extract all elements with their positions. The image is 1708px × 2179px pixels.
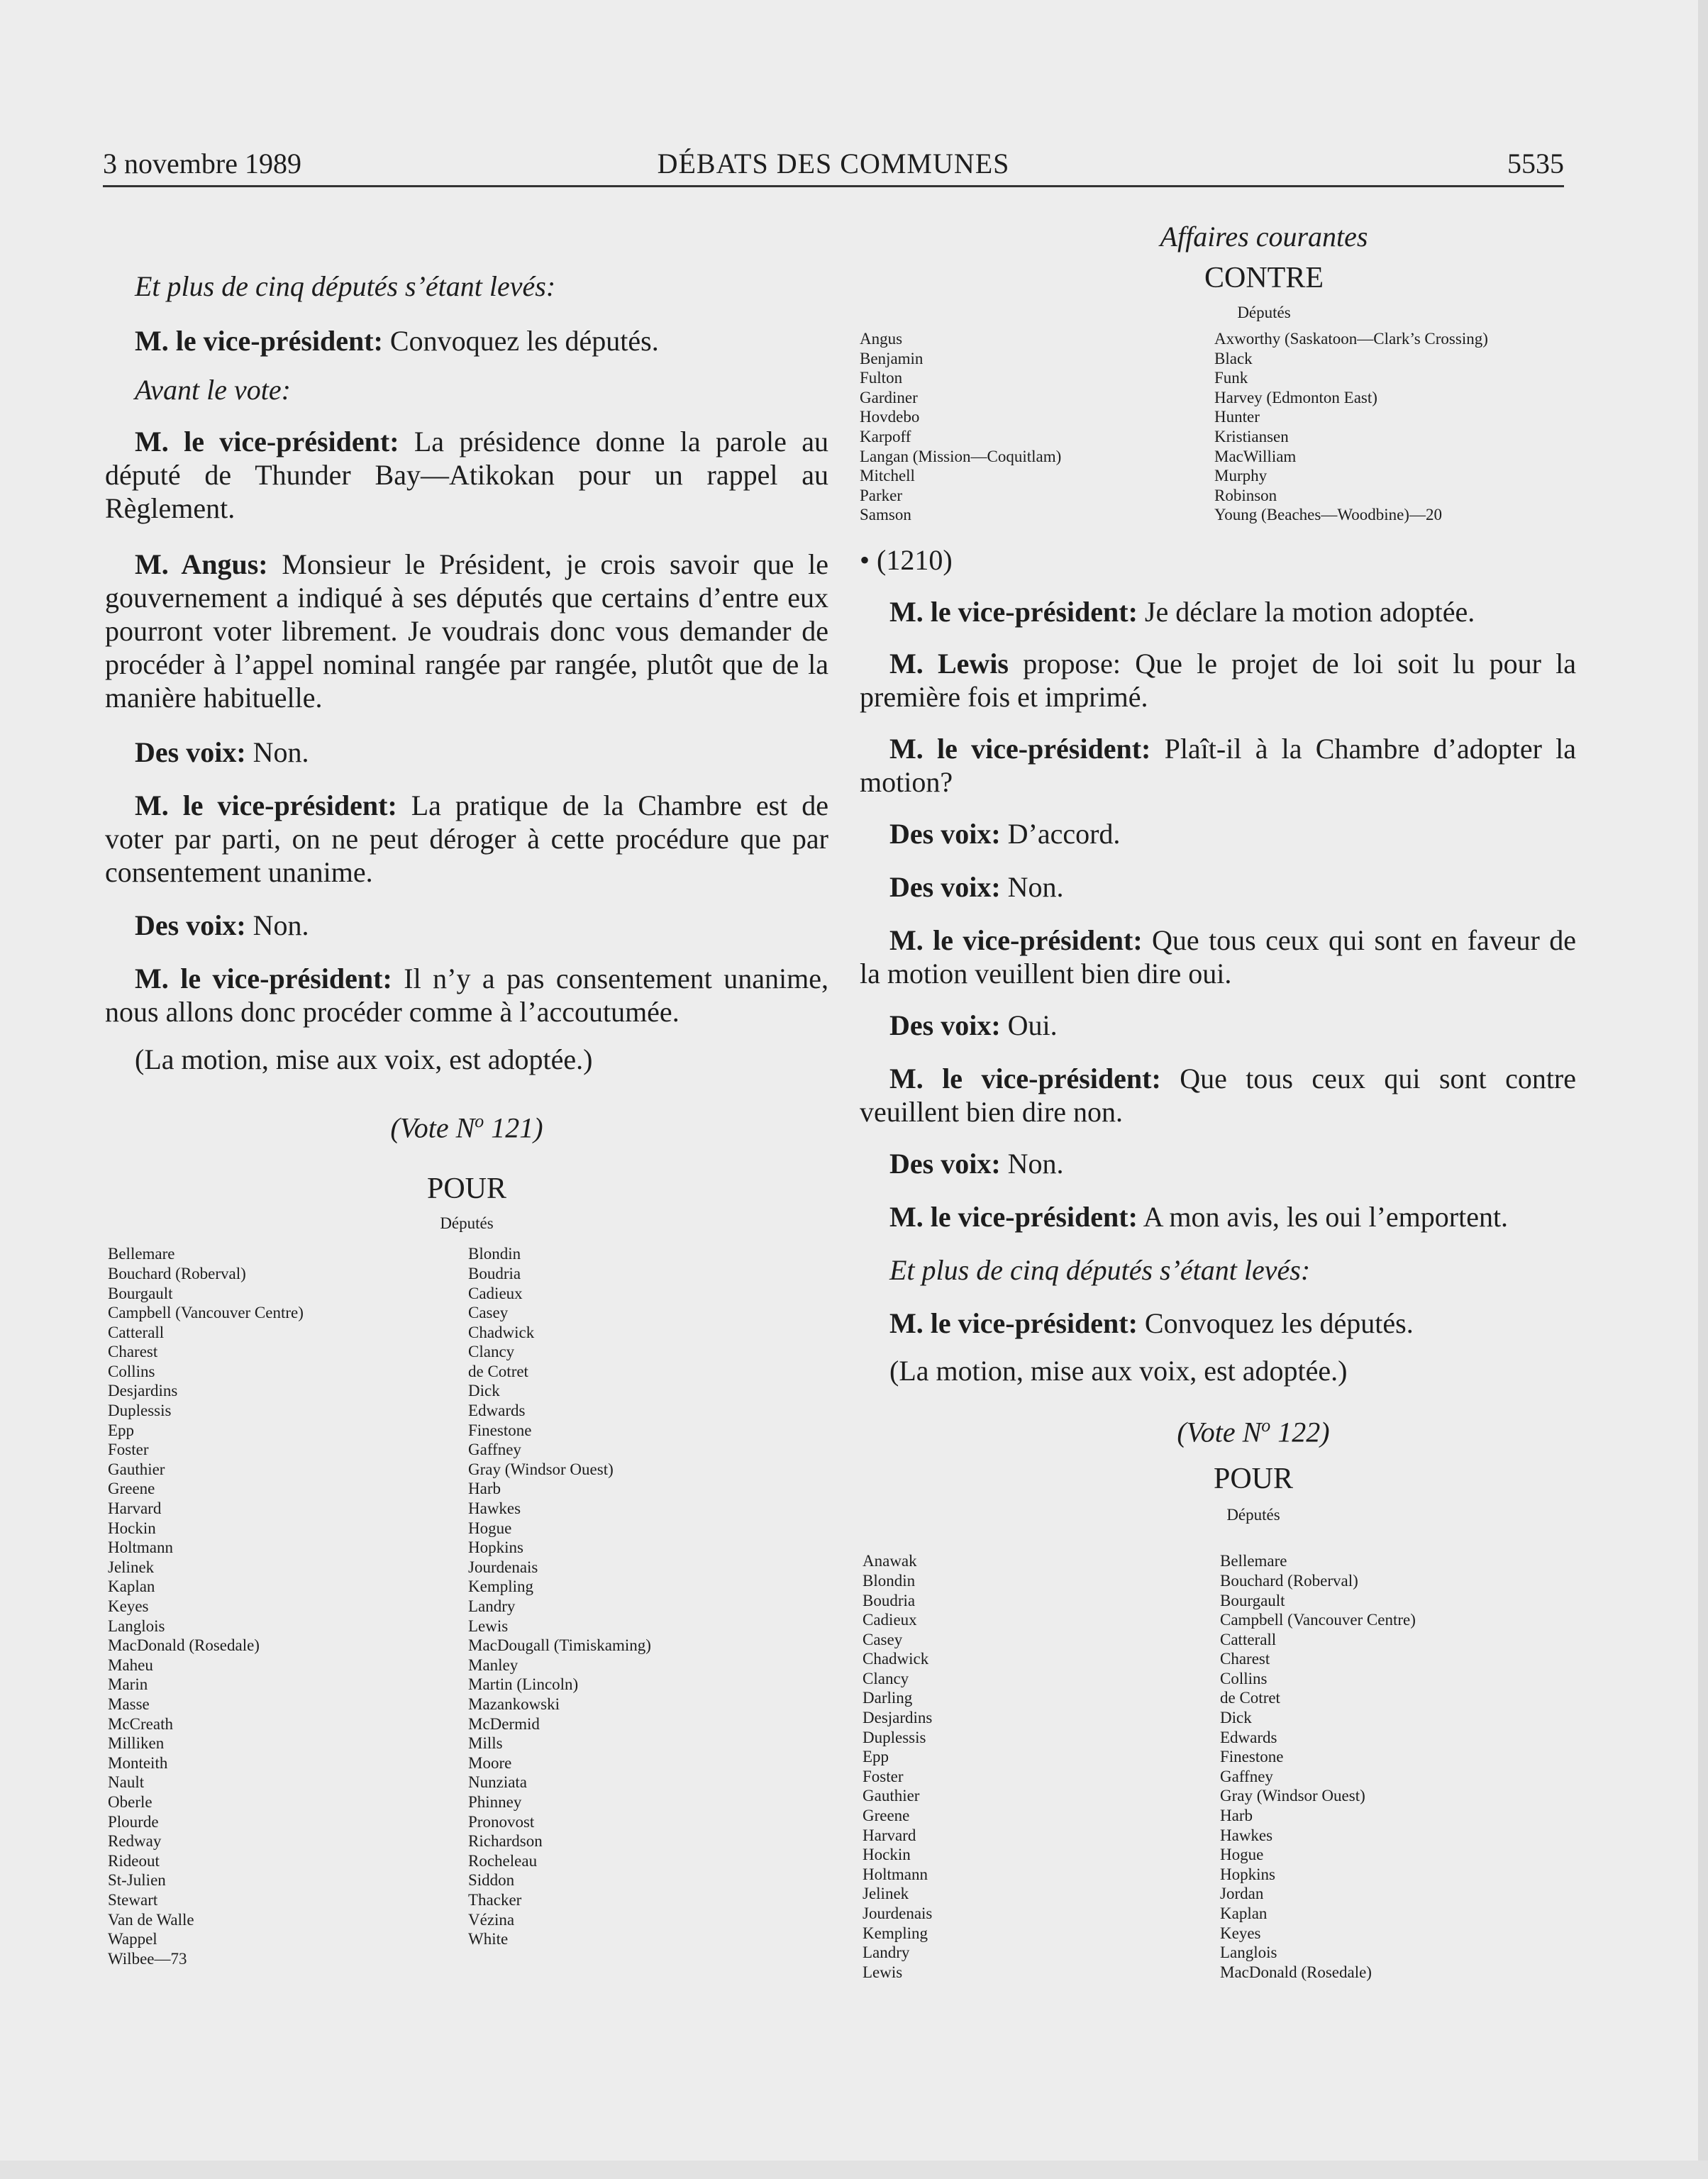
speech-paragraph	[860, 1062, 1576, 1129]
member-name: Langlois	[1220, 1944, 1277, 1962]
member-name: Young (Beaches—Woodbine)—20	[1214, 506, 1442, 524]
speech-paragraph	[860, 732, 1576, 799]
member-name: Gaffney	[1220, 1767, 1273, 1785]
member-name: Stewart	[108, 1890, 158, 1909]
member-name: Gray (Windsor Ouest)	[468, 1460, 614, 1478]
speech-paragraph	[860, 924, 1576, 990]
motion-result: (La motion, mise aux voix, est adoptée.)	[889, 1355, 1348, 1387]
member-name: Wappel	[108, 1930, 157, 1948]
page-edge-shadow	[1698, 0, 1708, 2179]
member-name: Bouchard (Roberval)	[1220, 1571, 1358, 1590]
member-name: Mitchell	[860, 467, 915, 485]
member-name: Pronovost	[468, 1812, 535, 1831]
speech-text: Que tous ceux qui sont contre veuillent bien dire non.	[860, 1063, 1577, 1128]
member-name: Nault	[108, 1773, 145, 1792]
section-running-head: Affaires courantes	[1160, 221, 1368, 253]
member-name: Desjardins	[108, 1382, 178, 1400]
member-name: MacDonald (Rosedale)	[108, 1636, 260, 1655]
member-name: Axworthy (Saskatoon—Clark’s Crossing)	[1214, 330, 1488, 348]
speaker: M. Lewis	[889, 648, 1009, 680]
member-name: MacDonald (Rosedale)	[1220, 1963, 1372, 1981]
pour-column-2	[1220, 1551, 1416, 1982]
member-name: Boudria	[863, 1591, 916, 1609]
member-name: Bouchard (Roberval)	[108, 1264, 246, 1282]
procedure-note: Et plus de cinq députés s’étant levés:	[889, 1254, 1311, 1286]
member-name: Maheu	[108, 1656, 153, 1674]
member-name: Jourdenais	[863, 1904, 933, 1923]
member-name: Keyes	[108, 1597, 149, 1616]
member-name: Charest	[1220, 1650, 1270, 1668]
member-name: Rideout	[108, 1851, 160, 1870]
member-name: de Cotret	[1220, 1689, 1280, 1707]
member-name: Wilbee—73	[108, 1949, 187, 1968]
member-name: Landry	[863, 1944, 910, 1962]
speech-text: Convoquez les députés.	[382, 325, 659, 357]
speaker: Des voix:	[135, 736, 246, 768]
member-name: Kristiansen	[1214, 427, 1289, 445]
member-name: Vézina	[468, 1910, 515, 1929]
member-name: Gray (Windsor Ouest)	[1220, 1787, 1365, 1805]
speech-text: propose: Que le projet de loi soit lu pour la première fois et imprimé.	[860, 648, 1576, 713]
speech-paragraph	[105, 789, 828, 889]
speech-paragraph	[860, 817, 1576, 850]
header-title: DÉBATS DES COMMUNES	[657, 148, 1010, 179]
names-column-2	[468, 1244, 651, 1948]
member-name: Funk	[1214, 369, 1248, 387]
member-name: Harb	[1220, 1807, 1253, 1825]
member-name: Catterall	[108, 1323, 165, 1341]
member-name: Greene	[108, 1480, 155, 1498]
speech-paragraph	[860, 595, 1576, 628]
pour-column-1	[863, 1551, 932, 1982]
speaker: M. le vice-président:	[135, 325, 383, 357]
contre-list	[860, 329, 1576, 535]
speech-text: Plaît-il à la Chambre d’adopter la motion?	[860, 733, 1576, 798]
member-name: Collins	[108, 1362, 155, 1380]
speech-paragraph	[860, 1147, 1576, 1180]
member-name: Collins	[1220, 1669, 1268, 1687]
speaker: M. le vice-président:	[889, 596, 1138, 628]
member-name: Oberle	[108, 1792, 152, 1811]
member-name: Benjamin	[860, 349, 924, 367]
member-name: Langlois	[108, 1617, 165, 1635]
member-name: MacWilliam	[1214, 447, 1297, 465]
member-name: Hawkes	[468, 1499, 521, 1518]
right-column	[860, 220, 1576, 1991]
member-name: Landry	[468, 1597, 516, 1616]
speech-paragraph	[860, 1307, 1576, 1340]
member-name: Catterall	[1220, 1630, 1277, 1648]
member-name: Moore	[468, 1753, 512, 1772]
member-name: Masse	[108, 1695, 150, 1713]
member-name: McCreath	[108, 1714, 173, 1733]
member-name: Angus	[860, 330, 903, 348]
speech-text: Non.	[245, 736, 309, 768]
member-name: Mazankowski	[468, 1695, 560, 1713]
member-name: Cadieux	[863, 1611, 917, 1629]
member-name: Edwards	[1220, 1728, 1277, 1746]
speech-text: Convoquez les députés.	[1137, 1307, 1414, 1339]
member-name: Hunter	[1214, 408, 1260, 426]
speaker: M. le vice-président:	[135, 426, 399, 458]
speaker: M. le vice-président:	[135, 789, 397, 821]
member-name: Lewis	[863, 1963, 903, 1981]
vote-number: (Vote $N^o$ 122)	[1177, 1415, 1330, 1448]
speech-text: Il n’y a pas consentement unanime, nous allons donc procéder comme à l’accoutumée.	[105, 963, 828, 1028]
speaker: M. le vice-président:	[135, 963, 392, 994]
running-header	[103, 145, 1564, 187]
member-name: Campbell (Vancouver Centre)	[1220, 1611, 1416, 1629]
vote-section-title: POUR	[426, 1172, 507, 1206]
speaker: Des voix:	[889, 871, 1001, 903]
member-name: Jelinek	[108, 1558, 155, 1576]
member-name: Anawak	[863, 1552, 917, 1570]
deputes-label: Députés	[1237, 304, 1291, 321]
member-name: Charest	[108, 1343, 158, 1361]
speaker: M. le vice-président:	[889, 924, 1143, 956]
vote-number: (Vote $N^o$ 121)	[390, 1111, 543, 1144]
member-name: Gaffney	[468, 1441, 521, 1459]
member-name: Epp	[108, 1421, 135, 1439]
speech-paragraph	[860, 1009, 1576, 1042]
member-name: Blondin	[863, 1571, 916, 1590]
member-name: Fulton	[860, 369, 903, 387]
member-name: Foster	[863, 1767, 904, 1785]
speech-paragraph	[860, 1200, 1576, 1233]
time-marker: • (1210)	[860, 544, 953, 576]
speech-text: Que tous ceux qui sont en faveur de la motion veuillent bien dire oui.	[860, 924, 1576, 989]
member-name: Bellemare	[1220, 1552, 1287, 1570]
speech-paragraph	[105, 324, 828, 357]
speaker: Des voix:	[889, 1009, 1001, 1041]
member-name: Jordan	[1220, 1885, 1264, 1903]
member-name: Kempling	[863, 1924, 928, 1942]
member-name: Redway	[108, 1832, 162, 1851]
member-name: Mills	[468, 1734, 503, 1753]
member-name: Richardson	[468, 1832, 543, 1851]
member-name: Harvey (Edmonton East)	[1214, 388, 1377, 406]
member-name: Bellemare	[108, 1245, 175, 1263]
procedure-note: Avant le vote:	[135, 374, 291, 406]
member-name: Darling	[863, 1689, 913, 1707]
member-name: de Cotret	[468, 1362, 528, 1380]
member-name: Gardiner	[860, 388, 918, 406]
member-name: Cadieux	[468, 1284, 523, 1302]
pour-list	[860, 1551, 1576, 1991]
member-name: Samson	[860, 506, 911, 524]
member-name: Monteith	[108, 1753, 168, 1772]
speech-text: Oui.	[1000, 1009, 1058, 1041]
speech-paragraph	[105, 909, 828, 942]
member-name: Dick	[1220, 1709, 1252, 1727]
speech-paragraph	[105, 548, 828, 714]
procedure-note: Et plus de cinq députés s’étant levés:	[135, 270, 556, 302]
member-name: Chadwick	[468, 1323, 535, 1341]
member-name: Harb	[468, 1480, 501, 1498]
member-name: Hockin	[108, 1519, 156, 1537]
speech-text: Non.	[1000, 871, 1064, 903]
member-name: St-Julien	[108, 1871, 166, 1890]
member-name: Edwards	[468, 1402, 526, 1420]
member-name: Jelinek	[863, 1885, 909, 1903]
member-name: Langan (Mission—Coquitlam)	[860, 447, 1062, 465]
member-name: Finestone	[1220, 1748, 1284, 1766]
speaker: M. Angus:	[135, 548, 268, 580]
vote-section-title: CONTRE	[1204, 262, 1324, 294]
member-name: Murphy	[1214, 467, 1268, 485]
member-name: Casey	[863, 1630, 903, 1648]
header-date: 3 novembre 1989	[103, 148, 301, 179]
vote-list	[105, 1244, 828, 1975]
member-name: Phinney	[468, 1792, 522, 1811]
member-name: Gauthier	[863, 1787, 920, 1805]
member-name: Parker	[860, 486, 903, 504]
member-name: Dick	[468, 1382, 500, 1400]
member-name: Karpoff	[860, 427, 911, 445]
speaker: M. le vice-président:	[889, 1307, 1138, 1339]
member-name: Holtmann	[863, 1865, 928, 1883]
member-name: Hogue	[1220, 1846, 1264, 1864]
speech-text: D’accord.	[1000, 818, 1121, 850]
speaker: Des voix:	[889, 1148, 1001, 1180]
member-name: Clancy	[863, 1669, 909, 1687]
deputes-label: Députés	[440, 1214, 494, 1233]
speech-paragraph	[105, 736, 828, 769]
member-name: Desjardins	[863, 1709, 933, 1727]
member-name: Duplessis	[108, 1402, 172, 1420]
vote-section-title: POUR	[1213, 1463, 1294, 1496]
left-column	[105, 270, 828, 1975]
member-name: Bourgault	[108, 1284, 173, 1302]
member-name: Nunziata	[468, 1773, 528, 1792]
member-name: Harvard	[863, 1826, 916, 1844]
member-name: Robinson	[1214, 486, 1277, 504]
speaker: M. le vice-président:	[889, 733, 1151, 765]
deputes-label: Députés	[1226, 1506, 1280, 1524]
member-name: Siddon	[468, 1871, 515, 1890]
member-name: Holtmann	[108, 1538, 173, 1557]
member-name: Van de Walle	[108, 1910, 194, 1929]
member-name: Manley	[468, 1656, 518, 1674]
speech-text: La présidence donne la parole au député de Thunder Bay—Atikokan pour un rappel au Règlement.	[105, 426, 828, 524]
speaker: Des voix:	[135, 909, 246, 941]
member-name: Marin	[108, 1675, 148, 1694]
member-name: Hogue	[468, 1519, 512, 1537]
speech-paragraph	[105, 962, 828, 1028]
names-column-1	[108, 1244, 304, 1968]
member-name: Clancy	[468, 1343, 515, 1361]
member-name: Blondin	[468, 1245, 521, 1263]
member-name: Finestone	[468, 1421, 532, 1439]
member-name: Lewis	[468, 1617, 509, 1635]
member-name: Campbell (Vancouver Centre)	[108, 1304, 304, 1322]
speech-paragraph	[105, 425, 828, 525]
member-name: Plourde	[108, 1812, 159, 1831]
page-bottom-edge	[0, 2161, 1708, 2179]
member-name: Hovdebo	[860, 408, 920, 426]
member-name: Hopkins	[1220, 1865, 1275, 1883]
member-name: Kaplan	[1220, 1904, 1268, 1923]
member-name: Epp	[863, 1748, 889, 1766]
member-name: Hopkins	[468, 1538, 523, 1557]
member-name: McDermid	[468, 1714, 540, 1733]
member-name: Duplessis	[863, 1728, 926, 1746]
member-name: Thacker	[468, 1890, 522, 1909]
member-name: Black	[1214, 349, 1253, 367]
speech-paragraph	[860, 870, 1576, 904]
speaker: M. le vice-président:	[889, 1201, 1138, 1233]
member-name: Rocheleau	[468, 1851, 538, 1870]
member-name: White	[468, 1930, 509, 1948]
member-name: Milliken	[108, 1734, 165, 1753]
member-name: Casey	[468, 1304, 509, 1322]
speech-text: Non.	[245, 909, 309, 941]
member-name: Harvard	[108, 1499, 162, 1518]
member-name: Kempling	[468, 1578, 533, 1596]
speaker: M. le vice-président:	[889, 1063, 1161, 1094]
speech-text: Je déclare la motion adoptée.	[1137, 596, 1475, 628]
member-name: Hockin	[863, 1846, 911, 1864]
member-name: Foster	[108, 1441, 149, 1459]
speech-text: A mon avis, les oui l’emportent.	[1137, 1201, 1509, 1233]
contre-column-1	[860, 329, 1061, 525]
motion-result: (La motion, mise aux voix, est adoptée.)	[135, 1043, 593, 1075]
member-name: Jourdenais	[468, 1558, 538, 1576]
speech-text: Non.	[1000, 1148, 1064, 1180]
member-name: Martin (Lincoln)	[468, 1675, 579, 1694]
member-name: Chadwick	[863, 1650, 929, 1668]
contre-column-2	[1214, 329, 1488, 525]
member-name: Kaplan	[108, 1578, 155, 1596]
member-name: Greene	[863, 1807, 910, 1825]
member-name: Keyes	[1220, 1924, 1261, 1942]
member-name: Hawkes	[1220, 1826, 1273, 1844]
speaker: Des voix:	[889, 818, 1001, 850]
header-page-number: 5535	[1507, 148, 1564, 179]
speech-text: La pratique de la Chambre est de voter par parti, on ne peut déroger à cette procédure que par consentement unanime.	[105, 789, 828, 888]
member-name: Bourgault	[1220, 1591, 1285, 1609]
speech-text: Monsieur le Président, je crois savoir que le gouvernement a indiqué à ses députés que certains d’entre eux pourront voter librement. Je voudrais donc vous demander de procéder à l’appel nominal rangée par rangée, plutôt que de la manière habituelle.	[105, 548, 828, 714]
member-name: MacDougall (Timiskaming)	[468, 1636, 651, 1655]
speech-paragraph	[860, 647, 1576, 714]
member-name: Gauthier	[108, 1460, 165, 1478]
member-name: Boudria	[468, 1264, 521, 1282]
